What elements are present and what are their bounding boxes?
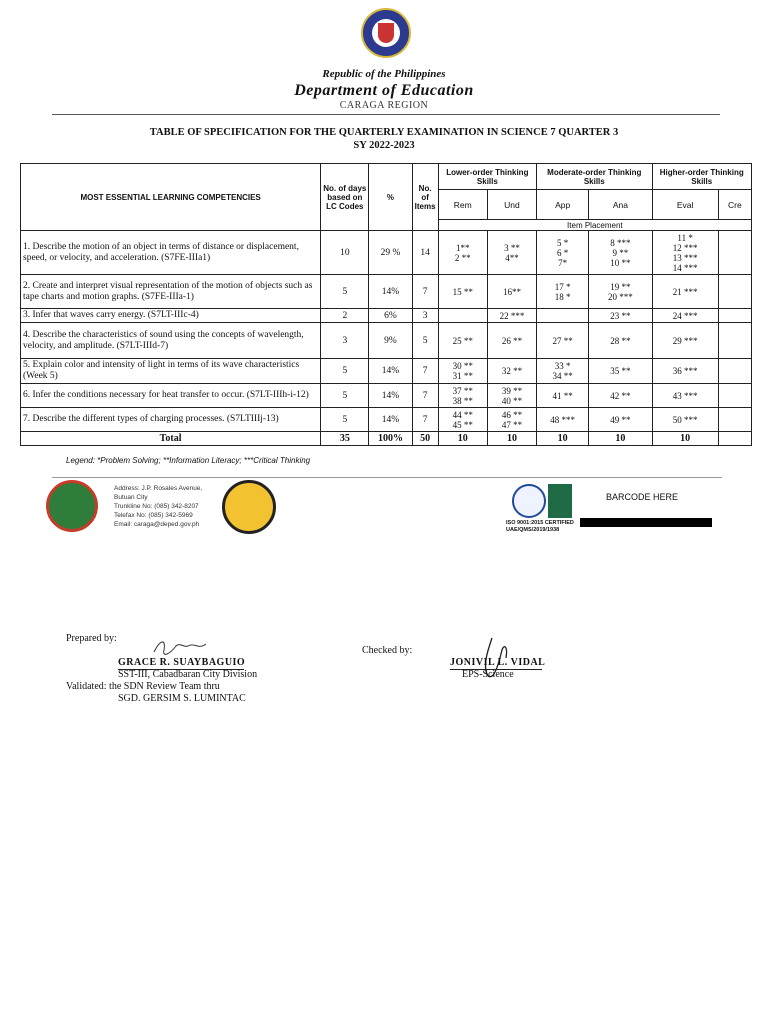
rem-cell: 1** 2 ** — [438, 231, 487, 275]
header-days: No. of days based on LC Codes — [321, 164, 369, 231]
app-cell: 33 * 34 ** — [537, 359, 589, 384]
total-percent: 100% — [369, 432, 412, 446]
competency-cell: 2. Create and interpret visual representation of the motion of objects such as tape charts and motion graphs. (S7FE-IIIa-1) — [21, 275, 321, 309]
cre-cell — [718, 384, 751, 408]
app-cell: 41 ** — [537, 384, 589, 408]
rem-cell: 44 ** 45 ** — [438, 408, 487, 432]
eval-cell: 36 *** — [652, 359, 718, 384]
competency-cell: 6. Infer the conditions necessary for heat transfer to occur. (S7LT-IIIh-i-12) — [21, 384, 321, 408]
table-row — [21, 359, 752, 384]
app-cell: 5 * 6 * 7* — [537, 231, 589, 275]
total-und: 10 — [487, 432, 536, 446]
percent-cell: 29 % — [369, 231, 412, 275]
rem-cell: 25 ** — [438, 323, 487, 359]
percent-cell: 9% — [369, 323, 412, 359]
app-cell: 48 *** — [537, 408, 589, 432]
ana-cell: 28 ** — [589, 323, 652, 359]
cre-cell — [718, 309, 751, 323]
header-competencies: MOST ESSENTIAL LEARNING COMPETENCIES — [21, 164, 321, 231]
barcode-label: BARCODE HERE — [606, 492, 679, 502]
rem-cell: 37 ** 38 ** — [438, 384, 487, 408]
validated-label: Validated: the SDN Review Team thru — [66, 681, 220, 692]
items-count-cell: 7 — [412, 408, 438, 432]
competency-cell: 4. Describe the characteristics of sound using the concepts of wavelength, velocity, and amplitude. (S7LT-IIId-7) — [21, 323, 321, 359]
und-cell: 3 ** 4** — [487, 231, 536, 275]
items-count-cell: 3 — [412, 309, 438, 323]
header-app: App — [537, 190, 589, 220]
header-higher-order: Higher-order Thinking Skills — [652, 164, 752, 190]
eval-cell: 24 *** — [652, 309, 718, 323]
percent-cell: 14% — [369, 359, 412, 384]
days-cell: 5 — [321, 384, 369, 408]
iso-certification-logo — [512, 484, 546, 518]
specification-table — [20, 163, 752, 446]
header-lower-order: Lower-order Thinking Skills — [438, 164, 536, 190]
header-und: Und — [487, 190, 536, 220]
percent-cell: 14% — [369, 384, 412, 408]
prepared-name: GRACE R. SUAYBAGUIO — [118, 657, 246, 668]
department-title: Department of Education — [294, 82, 474, 99]
und-cell: 16** — [487, 275, 536, 309]
checked-title: EPS-Science — [462, 669, 514, 680]
table-row — [21, 309, 752, 323]
rem-cell: 15 ** — [438, 275, 487, 309]
table-row — [21, 275, 752, 309]
checked-label: Checked by: — [362, 645, 413, 656]
days-cell: 5 — [321, 408, 369, 432]
percent-cell: 14% — [369, 408, 412, 432]
eval-cell: 43 *** — [652, 384, 718, 408]
region-label: CARAGA REGION — [339, 100, 429, 111]
iso-text — [506, 520, 574, 534]
trunkline: Trunkline No: (085) 342-8207 — [114, 503, 199, 510]
iso-cert-label: ISO 9001:2015 CERTIFIED — [506, 520, 574, 526]
table-row — [21, 323, 752, 359]
ana-cell: 35 ** — [589, 359, 652, 384]
total-cre — [718, 432, 751, 446]
table-row — [21, 384, 752, 408]
ana-cell: 49 ** — [589, 408, 652, 432]
document-title: TABLE OF SPECIFICATION FOR THE QUARTERLY EXAMINATION IN SCIENCE 7 QUARTER 3 — [149, 127, 619, 138]
header-items: No. of Items — [412, 164, 438, 231]
cre-cell — [718, 323, 751, 359]
total-items: 50 — [412, 432, 438, 446]
rem-cell — [438, 309, 487, 323]
iso-cert-number: UAE/QMS/2019/1938 — [506, 527, 560, 533]
table-row — [21, 231, 752, 275]
items-count-cell: 7 — [412, 384, 438, 408]
items-count-cell: 14 — [412, 231, 438, 275]
eval-cell: 11 * 12 *** 13 *** 14 *** — [652, 231, 718, 275]
total-app: 10 — [537, 432, 589, 446]
matatag-logo — [222, 480, 276, 534]
cre-cell — [718, 359, 751, 384]
email: Email: caraga@deped.gov.ph — [114, 521, 200, 528]
und-cell: 46 ** 47 ** — [487, 408, 536, 432]
total-days: 35 — [321, 432, 369, 446]
address-line: Address: J.P. Rosales Avenue, — [114, 485, 203, 492]
total-label: Total — [21, 432, 321, 446]
header-rem: Rem — [438, 190, 487, 220]
prepared-title: SST-III, Cabadbaran City Division — [118, 669, 258, 680]
header-eval: Eval — [652, 190, 718, 220]
checked-name: JONIVIL L. VIDAL — [450, 657, 546, 668]
address-block — [114, 484, 202, 529]
republic-label: Republic of the Philippines — [322, 68, 446, 80]
app-cell: 17 * 18 * — [537, 275, 589, 309]
percent-cell: 6% — [369, 309, 412, 323]
deped-seal-logo — [361, 8, 411, 58]
cre-cell — [718, 408, 751, 432]
ana-cell: 42 ** — [589, 384, 652, 408]
eval-cell: 50 *** — [652, 408, 718, 432]
und-cell: 39 ** 40 ** — [487, 384, 536, 408]
footer-divider — [52, 477, 722, 478]
validated-name: SGD. GERSIM S. LUMINTAC — [118, 693, 246, 704]
competency-cell: 5. Explain color and intensity of light in terms of its wave characteristics (Week 5) — [21, 359, 321, 384]
und-cell: 32 ** — [487, 359, 536, 384]
days-cell: 10 — [321, 231, 369, 275]
eval-cell: 29 *** — [652, 323, 718, 359]
table-row — [21, 408, 752, 432]
ana-cell: 8 *** 9 ** 10 ** — [589, 231, 652, 275]
legend: Legend: *Problem Solving; **Information Literacy; ***Critical Thinking — [66, 456, 311, 465]
und-cell: 22 *** — [487, 309, 536, 323]
barcode — [580, 518, 712, 527]
percent-cell: 14% — [369, 275, 412, 309]
total-eval: 10 — [652, 432, 718, 446]
total-rem: 10 — [438, 432, 487, 446]
total-ana: 10 — [589, 432, 652, 446]
days-cell: 2 — [321, 309, 369, 323]
items-count-cell: 7 — [412, 359, 438, 384]
header-ana: Ana — [589, 190, 652, 220]
region-seal-logo — [46, 480, 98, 532]
cre-cell — [718, 231, 751, 275]
telefax: Telefax No: (085) 342-5969 — [114, 512, 193, 519]
items-count-cell: 5 — [412, 323, 438, 359]
competency-cell: 1. Describe the motion of an object in terms of distance or displacement, speed, or velocity, and acceleration. (S7FE-IIIa1) — [21, 231, 321, 275]
days-cell: 5 — [321, 275, 369, 309]
days-cell: 3 — [321, 323, 369, 359]
header-item-placement: Item Placement — [438, 220, 751, 231]
school-year: SY 2022-2023 — [353, 140, 415, 151]
items-count-cell: 7 — [412, 275, 438, 309]
app-cell: 27 ** — [537, 323, 589, 359]
app-cell — [537, 309, 589, 323]
rem-cell: 30 ** 31 ** — [438, 359, 487, 384]
days-cell: 5 — [321, 359, 369, 384]
header-cre: Cre — [718, 190, 751, 220]
prepared-label: Prepared by: — [66, 633, 117, 644]
header-divider — [52, 114, 720, 115]
competency-cell: 3. Infer that waves carry energy. (S7LT-IIIc-4) — [21, 309, 321, 323]
city-line: Butuan City — [114, 494, 148, 501]
competency-cell: 7. Describe the different types of charging processes. (S7LTIIIj-13) — [21, 408, 321, 432]
und-cell: 26 ** — [487, 323, 536, 359]
eval-cell: 21 *** — [652, 275, 718, 309]
ias-logo — [548, 484, 572, 518]
header-moderate-order: Moderate-order Thinking Skills — [537, 164, 652, 190]
ana-cell: 23 ** — [589, 309, 652, 323]
ana-cell: 19 ** 20 *** — [589, 275, 652, 309]
cre-cell — [718, 275, 751, 309]
header-percent: % — [369, 164, 412, 231]
